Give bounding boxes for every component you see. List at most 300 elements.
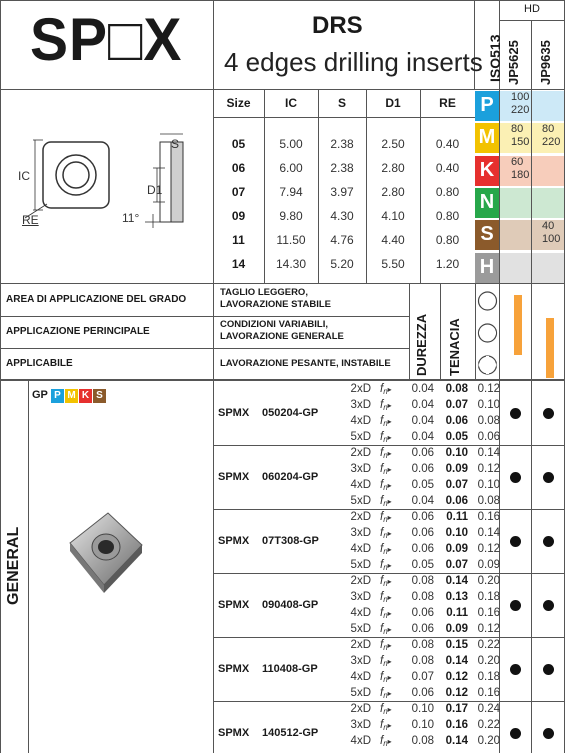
application-label: APPLICABILE <box>6 358 73 369</box>
feed-max: 0.09 <box>477 558 500 571</box>
feed-min: 0.06 <box>411 606 434 619</box>
feed-symbol-sub: n <box>383 594 388 604</box>
feed-recommended: 0.12 <box>445 686 468 699</box>
feed-max: 0.16 <box>477 686 500 699</box>
feed-recommended: 0.08 <box>445 383 468 395</box>
feed-symbol <box>380 383 392 396</box>
iso-label: ISO513 <box>487 34 503 82</box>
feed-max: 0.12 <box>477 383 500 395</box>
product-code: 090408-GP <box>262 599 319 611</box>
dimension-cell: 5.00 <box>279 137 303 151</box>
feed-max: 0.12 <box>477 462 500 475</box>
feed-symbol <box>380 463 392 476</box>
arrow-icon: ▸ <box>387 688 392 698</box>
feed-symbol-sub: n <box>383 482 388 492</box>
feed-recommended: 0.11 <box>446 606 468 619</box>
feed-recommended: 0.13 <box>445 590 468 603</box>
gp-letter-m: M <box>65 389 78 403</box>
jp9635-range-bar <box>546 318 554 378</box>
dimension-cell: 09 <box>231 209 246 223</box>
feed-symbol-sub: n <box>383 418 388 428</box>
feed-symbol-sub: n <box>383 579 388 588</box>
grade-cell-jp9635 <box>532 91 564 121</box>
depth-ratio: 3xD <box>350 462 371 475</box>
dimension-cell: 2.38 <box>330 161 354 175</box>
dimension-cell: 14 <box>231 257 246 271</box>
feed-symbol <box>380 735 392 748</box>
grade-jp9635: JP9635 <box>538 40 553 85</box>
header-s: S <box>337 96 346 110</box>
depth-ratio: 2xD <box>350 383 371 395</box>
dimension-cell: 07 <box>231 185 246 199</box>
depth-ratio: 4xD <box>350 734 371 747</box>
feed-max: 0.08 <box>477 414 500 427</box>
arrow-icon: ▸ <box>387 736 392 746</box>
d1-label: D1 <box>147 183 163 197</box>
dimension-cell: 14.30 <box>275 257 307 271</box>
product-code: 140512-GP <box>262 727 319 739</box>
arrow-icon: ▸ <box>387 656 392 666</box>
s-label: S <box>171 137 180 151</box>
dimension-cell: 2.80 <box>381 185 405 199</box>
feed-recommended: 0.07 <box>445 478 468 491</box>
feed-symbol <box>380 415 392 428</box>
feed-symbol-sub: n <box>383 530 388 540</box>
iso-letter: K <box>479 158 495 181</box>
dimension-cell: 4.30 <box>330 209 354 223</box>
application-desc: TAGLIO LEGGERO, <box>220 287 308 298</box>
feed-symbol <box>380 655 392 668</box>
feed-recommended: 0.07 <box>445 558 468 571</box>
application-desc: LAVORAZIONE STABILE <box>220 299 332 310</box>
feed-min: 0.08 <box>411 575 434 587</box>
feed-symbol-f: f <box>380 590 384 603</box>
speed-value: 40 <box>542 220 555 233</box>
feed-symbol-f: f <box>380 511 384 523</box>
feed-recommended: 0.06 <box>445 494 468 507</box>
feed-symbol-f: f <box>380 718 384 731</box>
feed-symbol-f: f <box>380 383 384 395</box>
feed-symbol <box>380 703 392 716</box>
feed-min: 0.06 <box>411 526 434 539</box>
feed-max: 0.24 <box>477 703 500 715</box>
header-d1: D1 <box>385 96 401 110</box>
feed-symbol-sub: n <box>383 434 388 444</box>
header-ic: IC <box>285 96 297 110</box>
feed-recommended: 0.11 <box>446 511 468 523</box>
feed-max: 0.16 <box>477 511 500 523</box>
feed-symbol-sub: n <box>383 610 388 620</box>
arrow-icon: ▸ <box>387 544 392 554</box>
depth-ratio: 2xD <box>350 447 371 459</box>
feed-symbol <box>380 607 392 620</box>
dimension-cell: 5.50 <box>381 257 405 271</box>
feed-symbol <box>380 431 392 444</box>
gp-label: GP <box>32 389 48 401</box>
feed-min: 0.08 <box>411 639 434 651</box>
feed-symbol-sub: n <box>383 658 388 668</box>
product-code: 07T308-GP <box>262 535 319 547</box>
depth-ratio: 2xD <box>350 511 371 523</box>
depth-ratio: 5xD <box>350 622 371 635</box>
speed-value: 80 <box>542 123 555 136</box>
availability-dot <box>543 600 554 611</box>
dimension-cell: 05 <box>231 137 246 151</box>
product-code: 050204-GP <box>262 407 319 419</box>
feed-min: 0.06 <box>411 542 434 555</box>
feed-max: 0.22 <box>477 639 500 651</box>
feed-symbol-f: f <box>380 606 384 619</box>
feed-min: 0.06 <box>411 462 434 475</box>
arrow-icon: ▸ <box>387 641 392 650</box>
feed-min: 0.04 <box>411 414 434 427</box>
feed-recommended: 0.16 <box>445 718 468 731</box>
feed-recommended: 0.14 <box>445 734 468 747</box>
feed-max: 0.20 <box>477 654 500 667</box>
product-divider <box>213 445 565 446</box>
feed-symbol-f: f <box>380 639 384 651</box>
dimension-cell: 5.20 <box>330 257 354 271</box>
product-divider <box>213 637 565 638</box>
feed-symbol-f: f <box>380 462 384 475</box>
product-divider <box>213 573 565 574</box>
feed-max: 0.10 <box>477 398 500 411</box>
speed-value: 180 <box>511 168 530 181</box>
feed-recommended: 0.07 <box>445 398 468 411</box>
grade-cell-jp9635 <box>532 253 564 283</box>
grade-cell-jp9635 <box>532 156 564 186</box>
speed-value: 150 <box>511 136 530 149</box>
product-prefix: SPMX <box>218 663 250 675</box>
feed-symbol-f: f <box>380 558 384 571</box>
feed-recommended: 0.05 <box>445 430 468 443</box>
feed-max: 0.16 <box>477 606 500 619</box>
product-prefix: SPMX <box>218 599 250 611</box>
dimension-cell: 4.40 <box>381 233 405 247</box>
arrow-icon: ▸ <box>387 480 392 490</box>
application-icons <box>476 285 499 381</box>
feed-min: 0.05 <box>411 558 434 571</box>
iso-letter: N <box>479 190 495 213</box>
arrow-icon: ▸ <box>387 672 392 682</box>
feed-symbol <box>380 399 392 412</box>
arrow-icon: ▸ <box>387 720 392 730</box>
feed-min: 0.04 <box>411 494 434 507</box>
availability-dot <box>510 728 521 739</box>
feed-symbol-f: f <box>380 670 384 683</box>
angle-label: 11° <box>122 211 140 225</box>
feed-max: 0.20 <box>477 734 500 747</box>
arrow-icon: ▸ <box>387 416 392 426</box>
jp5625-range-bar <box>514 295 522 355</box>
feed-min: 0.06 <box>411 622 434 635</box>
application-label: AREA DI APPLICAZIONE DEL GRADO <box>6 294 187 305</box>
depth-ratio: 3xD <box>350 398 371 411</box>
feed-symbol-f: f <box>380 447 384 459</box>
grade-cell-jp5625 <box>500 220 531 250</box>
arrow-icon: ▸ <box>387 577 392 586</box>
speed-value: 220 <box>542 136 561 149</box>
feed-symbol-f: f <box>380 494 384 507</box>
feed-symbol <box>380 479 392 492</box>
feed-symbol <box>380 559 392 572</box>
iso-letter: H <box>479 255 495 278</box>
dimension-cell: 4.76 <box>330 233 354 247</box>
application-label: APPLICAZIONE PERINCIPALE <box>6 326 150 337</box>
feed-symbol <box>380 511 392 524</box>
depth-ratio: 4xD <box>350 414 371 427</box>
feed-min: 0.04 <box>411 383 434 395</box>
arrow-icon: ▸ <box>387 513 392 522</box>
series-title: DRS <box>312 12 363 39</box>
availability-dot <box>543 408 554 419</box>
depth-ratio: 3xD <box>350 526 371 539</box>
depth-ratio: 3xD <box>350 718 371 731</box>
product-code: 060204-GP <box>262 471 319 483</box>
feed-recommended: 0.06 <box>445 414 468 427</box>
feed-symbol-sub: n <box>383 674 388 684</box>
arrow-icon: ▸ <box>387 592 392 602</box>
feed-recommended: 0.12 <box>445 670 468 683</box>
feed-symbol-f: f <box>380 622 384 635</box>
feed-symbol <box>380 671 392 684</box>
feed-symbol <box>380 447 392 460</box>
feed-min: 0.10 <box>411 718 434 731</box>
availability-dot <box>543 536 554 547</box>
feed-recommended: 0.09 <box>445 622 468 635</box>
feed-max: 0.14 <box>477 526 500 539</box>
iso-letter: M <box>478 126 496 149</box>
feed-symbol <box>380 543 392 556</box>
feed-min: 0.08 <box>411 590 434 603</box>
feed-max: 0.20 <box>477 575 500 587</box>
feed-recommended: 0.10 <box>445 526 468 539</box>
depth-ratio: 5xD <box>350 558 371 571</box>
feed-symbol <box>380 495 392 508</box>
speed-value: 60 <box>511 155 524 168</box>
feed-symbol <box>380 639 392 652</box>
feed-min: 0.10 <box>411 703 434 715</box>
feed-max: 0.12 <box>477 542 500 555</box>
availability-dot <box>510 664 521 675</box>
feed-symbol-sub: n <box>383 722 388 732</box>
arrow-icon: ▸ <box>387 705 392 714</box>
depth-ratio: 4xD <box>350 542 371 555</box>
gp-letter-k: K <box>79 389 92 403</box>
feed-symbol-f: f <box>380 734 384 747</box>
feed-symbol <box>380 591 392 604</box>
feed-symbol-f: f <box>380 686 384 699</box>
depth-ratio: 3xD <box>350 654 371 667</box>
feed-max: 0.12 <box>477 622 500 635</box>
dimension-cell: 2.50 <box>381 137 405 151</box>
arrow-icon: ▸ <box>387 560 392 570</box>
feed-symbol-sub: n <box>383 690 388 700</box>
availability-dot <box>543 472 554 483</box>
feed-min: 0.06 <box>411 447 434 459</box>
depth-ratio: 2xD <box>350 639 371 651</box>
dimension-cell: 4.10 <box>381 209 405 223</box>
depth-ratio: 4xD <box>350 670 371 683</box>
feed-symbol-f: f <box>380 430 384 443</box>
feed-recommended: 0.15 <box>445 639 468 651</box>
feed-max: 0.22 <box>477 718 500 731</box>
product-divider <box>213 701 565 702</box>
feed-symbol-f: f <box>380 526 384 539</box>
speed-value: 100 <box>542 233 561 246</box>
feed-min: 0.05 <box>411 478 434 491</box>
feed-symbol <box>380 623 392 636</box>
depth-ratio: 4xD <box>350 606 371 619</box>
feed-symbol-f: f <box>380 575 384 587</box>
dimension-cell: 2.38 <box>330 137 354 151</box>
insert-photo <box>60 505 150 595</box>
speed-value: 80 <box>511 123 524 136</box>
arrow-icon: ▸ <box>387 624 392 634</box>
re-label: RE <box>22 213 39 227</box>
availability-dot <box>510 472 521 483</box>
feed-min: 0.08 <box>411 654 434 667</box>
feed-symbol-sub: n <box>383 387 388 396</box>
availability-dot <box>543 664 554 675</box>
feed-min: 0.06 <box>411 511 434 523</box>
grade-jp5625: JP5625 <box>506 40 521 85</box>
application-desc: LAVORAZIONE GENERALE <box>220 331 344 342</box>
depth-ratio: 2xD <box>350 575 371 587</box>
grade-cell-jp9635 <box>532 188 564 218</box>
gp-letter-p: P <box>51 389 64 403</box>
feed-symbol-f: f <box>380 654 384 667</box>
arrow-icon: ▸ <box>387 385 392 394</box>
description-title: 4 edges drilling inserts <box>224 47 483 77</box>
feed-symbol-sub: n <box>383 546 388 556</box>
feed-symbol-f: f <box>380 542 384 555</box>
feed-max: 0.18 <box>477 670 500 683</box>
dimension-cell: 1.20 <box>435 257 460 271</box>
feed-symbol <box>380 687 392 700</box>
dimension-cell: 0.40 <box>435 161 460 175</box>
arrow-icon: ▸ <box>387 528 392 538</box>
feed-symbol-sub: n <box>383 707 388 716</box>
depth-ratio: 3xD <box>350 590 371 603</box>
feed-max: 0.14 <box>477 447 500 459</box>
product-prefix: SPMX <box>218 727 250 739</box>
arrow-icon: ▸ <box>387 400 392 410</box>
feed-symbol-sub: n <box>383 738 388 748</box>
feed-max: 0.06 <box>477 430 500 443</box>
feed-recommended: 0.09 <box>445 542 468 555</box>
iso-letter: S <box>480 223 494 246</box>
arrow-icon: ▸ <box>387 432 392 442</box>
arrow-icon: ▸ <box>387 449 392 458</box>
product-code: 110408-GP <box>262 663 318 675</box>
feed-symbol-sub: n <box>383 402 388 412</box>
feed-recommended: 0.14 <box>445 654 468 667</box>
product-divider <box>213 509 565 510</box>
header-size: Size <box>226 96 251 110</box>
dimension-cell: 9.80 <box>279 209 303 223</box>
feed-max: 0.08 <box>477 494 500 507</box>
depth-ratio: 5xD <box>350 494 371 507</box>
dimension-cell: 0.80 <box>435 209 460 223</box>
feed-symbol-f: f <box>380 478 384 491</box>
product-prefix: SPMX <box>218 535 250 547</box>
feed-min: 0.07 <box>411 670 434 683</box>
availability-dot <box>510 600 521 611</box>
gp-letter-s: S <box>93 389 106 403</box>
feed-recommended: 0.14 <box>445 575 468 587</box>
header-re: RE <box>439 96 456 110</box>
product-prefix: SPMX <box>218 471 250 483</box>
iso-letter: P <box>480 94 494 116</box>
feed-symbol-sub: n <box>383 643 388 652</box>
feed-recommended: 0.09 <box>445 462 468 475</box>
feed-min: 0.08 <box>411 734 434 747</box>
product-prefix: SPMX <box>218 407 250 419</box>
feed-symbol <box>380 719 392 732</box>
feed-min: 0.06 <box>411 686 434 699</box>
grade-cell-jp5625 <box>500 253 531 283</box>
arrow-icon: ▸ <box>387 496 392 506</box>
dimension-cell: 11 <box>232 233 245 247</box>
dimension-cell: 0.80 <box>435 233 460 247</box>
feed-max: 0.18 <box>477 590 500 603</box>
depth-ratio: 5xD <box>350 430 371 443</box>
depth-ratio: 4xD <box>350 478 371 491</box>
feed-symbol-sub: n <box>383 466 388 476</box>
feed-symbol-f: f <box>380 398 384 411</box>
availability-dot <box>510 536 521 547</box>
application-desc: LAVORAZIONE PESANTE, INSTABILE <box>220 358 391 369</box>
speed-value: 220 <box>511 104 530 116</box>
dimension-cell: 6.00 <box>279 161 303 175</box>
application-desc: CONDIZIONI VARIABILI, <box>220 319 329 330</box>
insert-code-title: SP□X <box>30 6 183 73</box>
feed-symbol <box>380 527 392 540</box>
feed-min: 0.04 <box>411 430 434 443</box>
dimension-cell: 3.97 <box>330 185 354 199</box>
depth-ratio: 2xD <box>350 703 371 715</box>
feed-symbol-sub: n <box>383 515 388 524</box>
dimension-cell: 0.80 <box>435 185 460 199</box>
dimension-cell: 06 <box>231 161 246 175</box>
grade-cell-jp5625 <box>500 188 531 218</box>
dimension-cell: 0.40 <box>435 137 460 151</box>
dimension-cell: 11.50 <box>276 233 306 247</box>
feed-max: 0.10 <box>477 478 500 491</box>
category-label: GENERAL <box>5 526 22 605</box>
hd-label: HD <box>524 3 540 15</box>
feed-symbol-f: f <box>380 703 384 715</box>
feed-min: 0.04 <box>411 398 434 411</box>
arrow-icon: ▸ <box>387 608 392 618</box>
availability-dot <box>543 728 554 739</box>
feed-symbol-f: f <box>380 414 384 427</box>
feed-symbol <box>380 575 392 588</box>
ic-label: IC <box>18 169 30 183</box>
depth-ratio: 5xD <box>350 686 371 699</box>
dimension-cell: 2.80 <box>381 161 405 175</box>
dimension-cell: 7.94 <box>279 185 303 199</box>
feed-recommended: 0.17 <box>445 703 468 715</box>
speed-value: 100 <box>511 91 530 103</box>
feed-symbol-sub: n <box>383 498 388 508</box>
feed-recommended: 0.10 <box>445 447 468 459</box>
feed-symbol-sub: n <box>383 562 388 572</box>
availability-dot <box>510 408 521 419</box>
feed-symbol-sub: n <box>383 451 388 460</box>
durezza-label: DUREZZA <box>414 313 429 376</box>
